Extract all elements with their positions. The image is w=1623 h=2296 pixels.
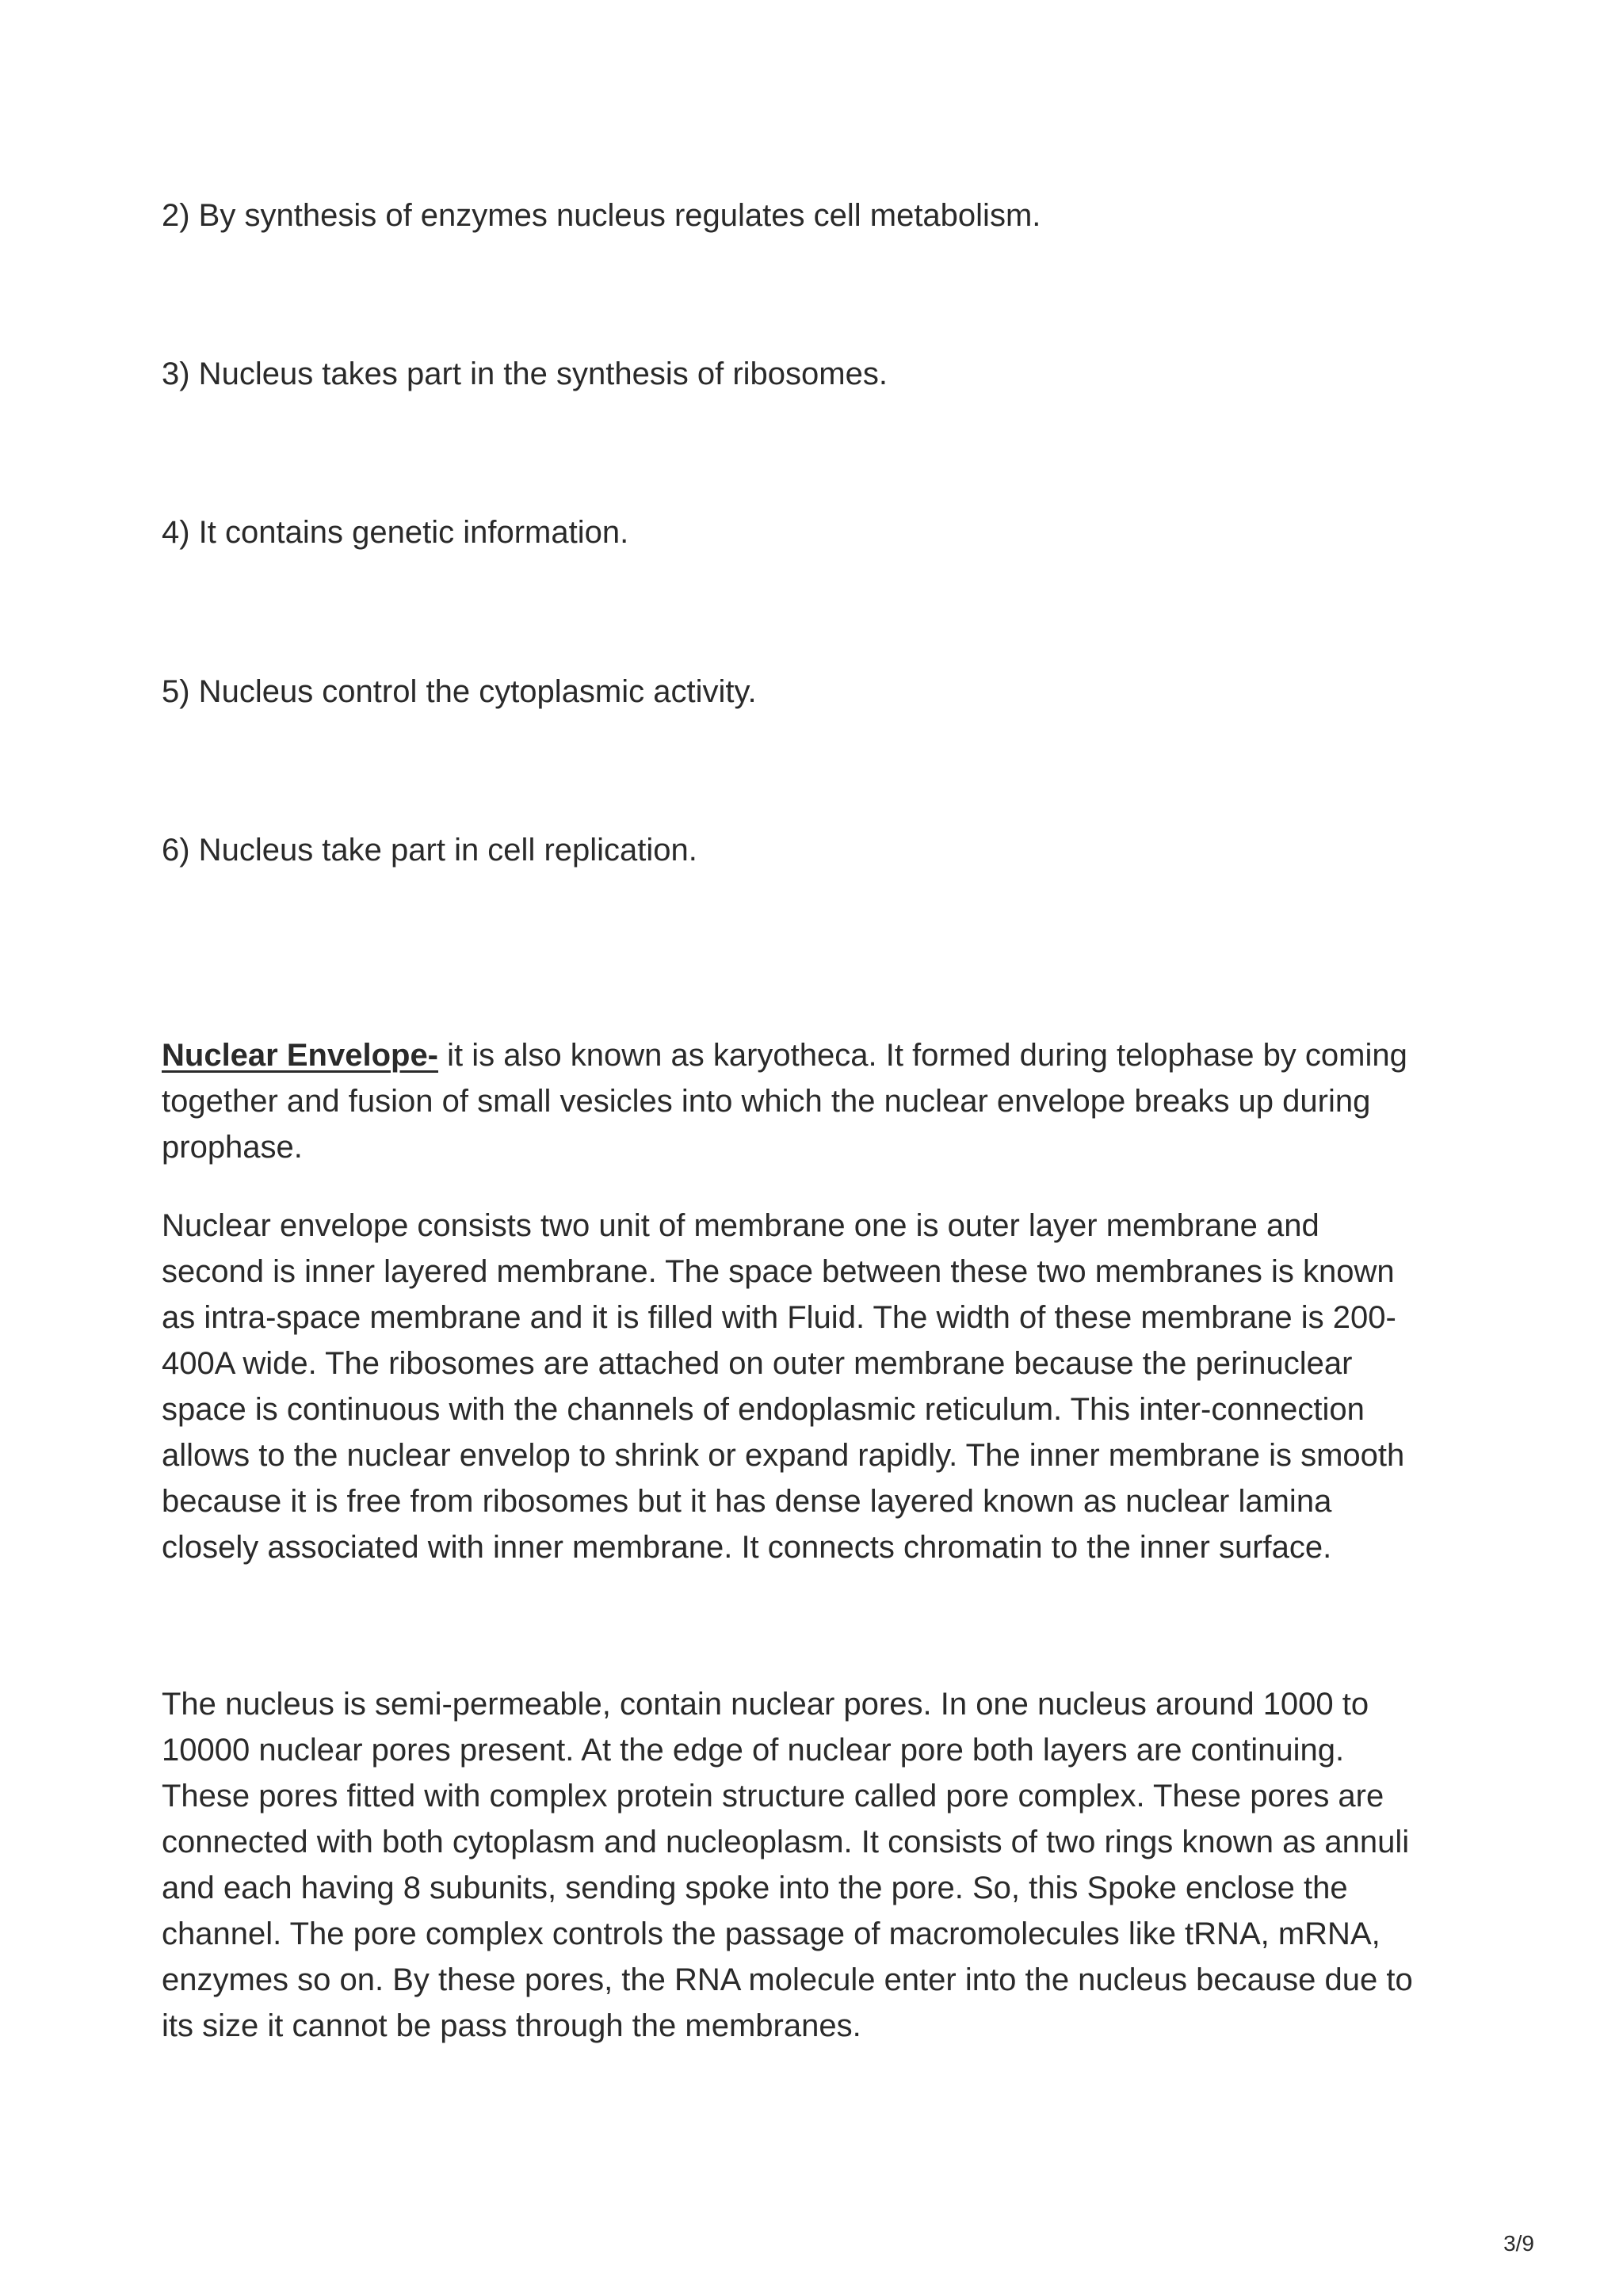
membrane-line-5: space is continuous with the channels of endoplasmic reticulum. This inter-connection <box>162 1392 1365 1427</box>
membrane-line-1: Nuclear envelope consists two unit of membrane one is outer layer membrane and <box>162 1208 1319 1243</box>
list-item-4: 4) It contains genetic information. <box>162 515 629 550</box>
list-item-2: 2) By synthesis of enzymes nucleus regulates cell metabolism. <box>162 198 1041 233</box>
membrane-line-8: closely associated with inner membrane. It connects chromatin to the inner surface. <box>162 1530 1332 1565</box>
nuclear-pores-paragraph <box>162 1681 1477 2049</box>
membrane-line-2: second is inner layered membrane. The space between these two membranes is known <box>162 1254 1395 1289</box>
list-item-3: 3) Nucleus takes part in the synthesis of ribosomes. <box>162 357 888 391</box>
list-item-6: 6) Nucleus take part in cell replication. <box>162 833 697 868</box>
membrane-line-6: allows to the nuclear envelop to shrink or expand rapidly. The inner membrane is smooth <box>162 1438 1405 1473</box>
section-heading: Nuclear Envelope- <box>162 1038 439 1073</box>
pores-line-8: its size it cannot be pass through the membranes. <box>162 2008 861 2043</box>
pores-line-7: enzymes so on. By these pores, the RNA molecule enter into the nucleus because due to <box>162 1962 1413 1997</box>
membrane-line-3: as intra-space membrane and it is filled with Fluid. The width of these membrane is 200- <box>162 1300 1396 1335</box>
page-number: 3/9 <box>1503 2231 1534 2256</box>
list-item-5: 5) Nucleus control the cytoplasmic activity. <box>162 674 757 709</box>
nuclear-envelope-intro <box>162 1032 1477 1170</box>
pores-line-3: These pores fitted with complex protein structure called pore complex. These pores are <box>162 1779 1384 1814</box>
intro-line-3: prophase. <box>162 1130 303 1165</box>
intro-line-1 <box>162 1032 1477 1078</box>
membrane-line-7: because it is free from ribosomes but it has dense layered known as nuclear lamina <box>162 1484 1332 1519</box>
intro-line-2: together and fusion of small vesicles into which the nuclear envelope breaks up during <box>162 1084 1371 1119</box>
pores-line-4: connected with both cytoplasm and nucleoplasm. It consists of two rings known as annuli <box>162 1825 1410 1859</box>
pores-line-2: 10000 nuclear pores present. At the edge of nuclear pore both layers are continuing. <box>162 1733 1345 1768</box>
pores-line-1: The nucleus is semi-permeable, contain nuclear pores. In one nucleus around 1000 to <box>162 1687 1369 1722</box>
membrane-paragraph <box>162 1203 1477 1570</box>
pores-line-6: channel. The pore complex controls the passage of macromolecules like tRNA, mRNA, <box>162 1917 1381 1951</box>
membrane-line-4: 400A wide. The ribosomes are attached on outer membrane because the perinuclear <box>162 1346 1353 1381</box>
pores-line-5: and each having 8 subunits, sending spoke into the pore. So, this Spoke enclose the <box>162 1871 1348 1905</box>
intro-line-1-text: it is also known as karyotheca. It formed during telophase by coming <box>438 1038 1407 1073</box>
